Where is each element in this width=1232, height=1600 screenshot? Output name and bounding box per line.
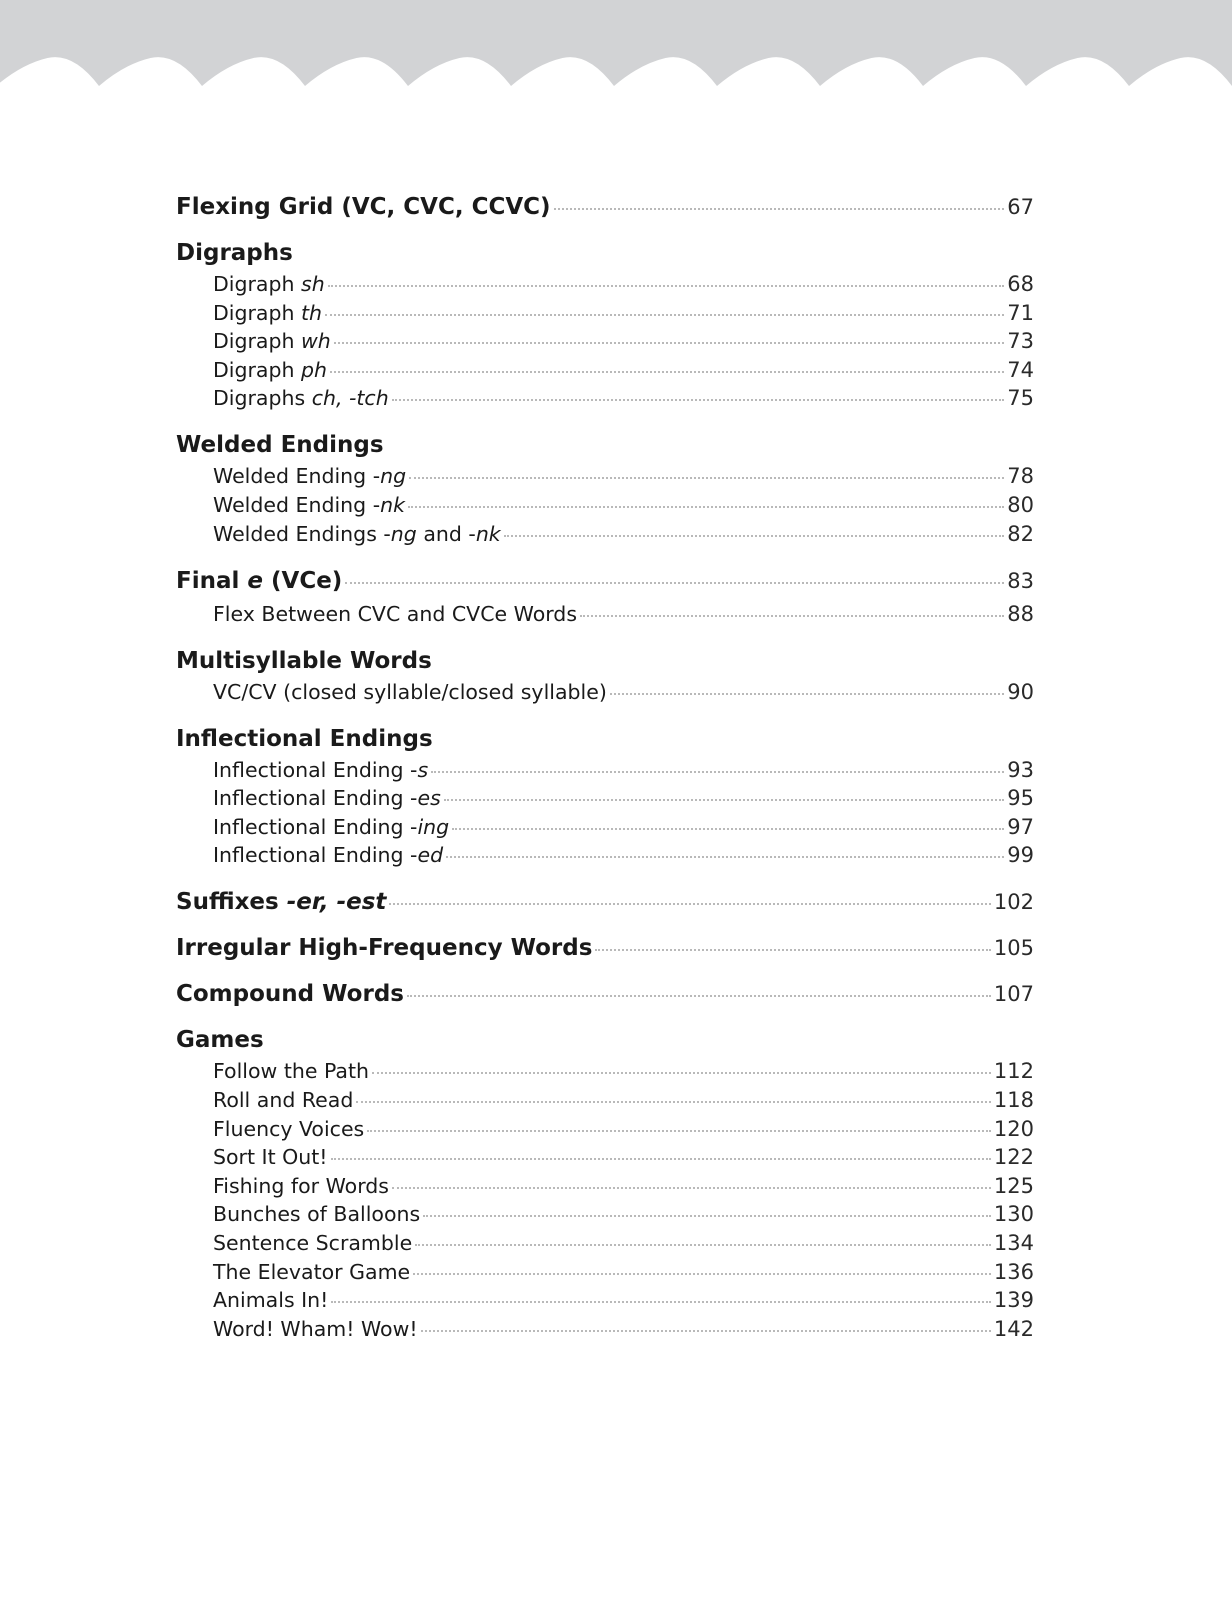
toc-label-part: Digraphs bbox=[213, 386, 312, 411]
toc-subentry bbox=[176, 1258, 1034, 1287]
toc-entry-label bbox=[213, 600, 577, 628]
toc-subentry bbox=[176, 327, 1034, 356]
toc-page-number: 78 bbox=[1007, 464, 1034, 489]
toc-page-number: 82 bbox=[1007, 521, 1034, 546]
toc-subentry bbox=[176, 356, 1034, 385]
toc-entry-label bbox=[176, 933, 592, 963]
toc-page-number: 90 bbox=[1007, 679, 1034, 704]
toc-entry-label bbox=[176, 887, 386, 917]
dot-leader bbox=[334, 342, 1004, 344]
dot-leader bbox=[328, 285, 1005, 287]
toc-subentry bbox=[176, 1086, 1034, 1115]
toc-entry-label bbox=[213, 1172, 389, 1200]
toc-entry-label bbox=[213, 491, 405, 519]
toc-page-number: 118 bbox=[993, 1087, 1034, 1112]
toc-label-part: Word! Wham! Wow! bbox=[213, 1316, 418, 1341]
toc-entry-label bbox=[213, 327, 331, 355]
toc-subentry bbox=[176, 600, 1034, 646]
toc-page-number: 93 bbox=[1007, 757, 1034, 782]
toc-page-number: 67 bbox=[1007, 195, 1034, 219]
toc-page-number: 105 bbox=[993, 936, 1034, 961]
toc-label-part: Flex Between CVC and CVCe Words bbox=[213, 601, 578, 626]
toc-entry-label bbox=[213, 520, 501, 548]
toc-section-heading bbox=[176, 430, 1034, 462]
toc-entry-label bbox=[213, 1115, 364, 1143]
toc-subentry bbox=[176, 462, 1034, 491]
toc-entry-label bbox=[213, 1086, 353, 1114]
toc-label-part: Digraph bbox=[213, 300, 302, 325]
dot-leader bbox=[331, 1301, 991, 1303]
toc-entry-label bbox=[213, 356, 327, 384]
toc-label-part: nk bbox=[475, 521, 501, 546]
toc-subentry bbox=[176, 1115, 1034, 1144]
toc-page-number: 125 bbox=[993, 1173, 1034, 1198]
dot-leader bbox=[330, 371, 1004, 373]
toc-entry-label bbox=[213, 384, 389, 412]
toc-entry-label bbox=[176, 192, 551, 222]
dot-leader bbox=[331, 1158, 991, 1160]
toc-label-part: e bbox=[247, 567, 263, 594]
dot-leader bbox=[389, 903, 990, 905]
toc-entry-label bbox=[176, 566, 342, 596]
toc-label-part: Welded Endings - bbox=[213, 521, 391, 546]
toc-subentry bbox=[176, 1143, 1034, 1172]
dot-leader bbox=[325, 314, 1004, 316]
toc-label-part: (VCe) bbox=[263, 567, 343, 594]
toc-heading-label: Inflectional Endings bbox=[176, 725, 433, 752]
toc-page-number: 68 bbox=[1007, 272, 1034, 296]
toc-entry-label bbox=[213, 1057, 369, 1085]
toc-section-entry bbox=[176, 933, 1034, 979]
dot-leader bbox=[415, 1244, 991, 1246]
toc-subentry bbox=[176, 384, 1034, 430]
toc-page-number: 88 bbox=[1007, 601, 1034, 626]
toc-entry-label bbox=[213, 1200, 420, 1228]
toc-entry-label bbox=[213, 813, 449, 841]
toc-entry-label bbox=[213, 841, 443, 869]
toc-label-part: Roll and Read bbox=[213, 1087, 354, 1112]
toc-subentry bbox=[176, 520, 1034, 566]
toc-subentry bbox=[176, 784, 1034, 813]
dot-leader bbox=[446, 856, 1004, 858]
toc-page-number: 73 bbox=[1007, 329, 1034, 354]
toc-label-part: Fishing for Words bbox=[213, 1173, 389, 1198]
dot-leader bbox=[345, 582, 1004, 584]
toc-label-part: ing bbox=[417, 814, 450, 839]
toc-page-number: 102 bbox=[993, 890, 1034, 915]
dot-leader bbox=[408, 506, 1004, 508]
dot-leader bbox=[423, 1215, 991, 1217]
dot-leader bbox=[392, 399, 1005, 401]
toc-entry-label bbox=[213, 1143, 328, 1171]
toc-label-part: Digraph bbox=[213, 329, 302, 354]
toc-section-heading bbox=[176, 1025, 1034, 1057]
toc-label-part: ch, -tch bbox=[311, 386, 389, 411]
dot-leader bbox=[413, 1273, 991, 1275]
toc-label-part: Digraph bbox=[213, 272, 302, 296]
toc-label-part: Welded Ending - bbox=[213, 464, 381, 489]
toc-page-number: 136 bbox=[993, 1259, 1034, 1284]
toc-page-number: 80 bbox=[1007, 492, 1034, 517]
toc-label-part: Fluency Voices bbox=[213, 1116, 365, 1141]
toc-section-heading bbox=[176, 238, 1034, 270]
toc-label-part: ph bbox=[301, 357, 328, 382]
toc-label-part: Suffixes bbox=[176, 889, 287, 916]
scalloped-header-band bbox=[0, 0, 1232, 110]
toc-page-number: 83 bbox=[1007, 568, 1034, 593]
toc-page-number: 99 bbox=[1007, 843, 1034, 868]
toc-page-number: 74 bbox=[1007, 357, 1034, 382]
dot-leader bbox=[554, 208, 1005, 210]
toc-subentry bbox=[176, 813, 1034, 842]
dot-leader bbox=[372, 1072, 991, 1074]
toc-subentry bbox=[176, 1315, 1034, 1344]
toc-heading-label: Games bbox=[176, 1027, 264, 1054]
toc-label-part: nk bbox=[380, 492, 405, 517]
toc-subentry bbox=[176, 1200, 1034, 1229]
toc-label-part: s bbox=[417, 757, 429, 782]
toc-label-part: Sentence Scramble bbox=[213, 1230, 413, 1255]
toc-entry-label bbox=[213, 756, 428, 784]
toc-label-part: VC/CV (closed syllable/closed syllable) bbox=[213, 679, 607, 704]
toc-label-part: Inflectional Ending - bbox=[213, 786, 418, 811]
toc-subentry bbox=[176, 1286, 1034, 1315]
toc-section-heading bbox=[176, 724, 1034, 756]
toc-page-number: 120 bbox=[993, 1116, 1034, 1141]
toc-label-part: Compound Words bbox=[176, 981, 404, 1008]
toc-subentry bbox=[176, 270, 1034, 299]
toc-label-part: Inflectional Ending - bbox=[213, 814, 418, 839]
toc-entry-label bbox=[213, 1258, 410, 1286]
dot-leader bbox=[421, 1330, 991, 1332]
toc-label-part: ng bbox=[390, 521, 417, 546]
toc-subentry bbox=[176, 299, 1034, 328]
dot-leader bbox=[610, 693, 1004, 695]
toc-heading-label: Welded Endings bbox=[176, 432, 384, 459]
toc-entry-label bbox=[213, 1315, 418, 1343]
dot-leader bbox=[392, 1187, 991, 1189]
table-of-contents bbox=[176, 192, 1034, 1343]
toc-label-part: ed bbox=[417, 843, 444, 868]
toc-label-part: and - bbox=[416, 521, 476, 546]
toc-subentry bbox=[176, 678, 1034, 724]
toc-page-number: 95 bbox=[1007, 786, 1034, 811]
toc-section-entry bbox=[176, 566, 1034, 600]
toc-entry-label bbox=[176, 979, 404, 1009]
toc-entry-label bbox=[213, 462, 406, 490]
toc-entry-label bbox=[213, 1286, 328, 1314]
toc-page-number: 107 bbox=[993, 982, 1034, 1007]
toc-heading-label: Digraphs bbox=[176, 240, 293, 266]
dot-leader bbox=[356, 1101, 991, 1103]
dot-leader bbox=[452, 828, 1004, 830]
toc-page-number: 130 bbox=[993, 1202, 1034, 1227]
dot-leader bbox=[580, 615, 1004, 617]
toc-page-number: 139 bbox=[993, 1288, 1034, 1313]
dot-leader bbox=[504, 535, 1005, 537]
toc-label-part: Inflectional Ending - bbox=[213, 843, 418, 868]
toc-subentry bbox=[176, 1057, 1034, 1086]
toc-label-part: sh bbox=[301, 272, 325, 296]
toc-page-number: 142 bbox=[993, 1316, 1034, 1341]
toc-heading-label: Multisyllable Words bbox=[176, 647, 432, 674]
toc-label-part: th bbox=[301, 300, 323, 325]
toc-subentry bbox=[176, 1229, 1034, 1258]
dot-leader bbox=[444, 799, 1005, 801]
dot-leader bbox=[407, 995, 991, 997]
toc-section-entry bbox=[176, 887, 1034, 933]
toc-label-part: Digraph bbox=[213, 357, 302, 382]
dot-leader bbox=[595, 949, 990, 951]
toc-section-heading bbox=[176, 646, 1034, 678]
toc-page-number: 75 bbox=[1007, 386, 1034, 411]
toc-page-number: 71 bbox=[1007, 300, 1034, 325]
dot-leader bbox=[367, 1130, 991, 1132]
toc-subentry bbox=[176, 841, 1034, 887]
toc-section-entry bbox=[176, 979, 1034, 1025]
toc-subentry bbox=[176, 756, 1034, 785]
toc-page-number: 134 bbox=[993, 1230, 1034, 1255]
toc-page-number: 97 bbox=[1007, 814, 1034, 839]
toc-label-part: wh bbox=[301, 329, 331, 354]
toc-label-part: Animals In! bbox=[213, 1288, 329, 1313]
toc-entry-label bbox=[213, 299, 322, 327]
toc-entry-label bbox=[213, 784, 441, 812]
dot-leader bbox=[409, 477, 1004, 479]
toc-entry-label bbox=[213, 1229, 412, 1257]
toc-page-number: 122 bbox=[993, 1145, 1034, 1170]
toc-section-entry bbox=[176, 192, 1034, 238]
toc-label-part: Bunches of Balloons bbox=[213, 1202, 421, 1227]
toc-label-part: Sort It Out! bbox=[213, 1145, 328, 1170]
toc-label-part: -er, -est bbox=[286, 889, 387, 916]
toc-label-part: Irregular High-Frequency Words bbox=[176, 935, 593, 962]
toc-subentry bbox=[176, 491, 1034, 520]
toc-label-part: es bbox=[417, 786, 441, 811]
toc-label-part: Welded Ending - bbox=[213, 492, 381, 517]
toc-label-part: Flexing Grid (VC, CVC, CCVC) bbox=[176, 194, 551, 220]
toc-subentry bbox=[176, 1172, 1034, 1201]
dot-leader bbox=[431, 771, 1004, 773]
toc-label-part: The Elevator Game bbox=[213, 1259, 411, 1284]
toc-label-part: ng bbox=[380, 464, 407, 489]
toc-entry-label bbox=[213, 678, 607, 706]
toc-page-number: 112 bbox=[993, 1059, 1034, 1084]
toc-entry-label bbox=[213, 270, 325, 298]
toc-label-part: Follow the Path bbox=[213, 1059, 370, 1084]
toc-label-part: Final bbox=[176, 567, 248, 594]
toc-label-part: Inflectional Ending - bbox=[213, 757, 418, 782]
